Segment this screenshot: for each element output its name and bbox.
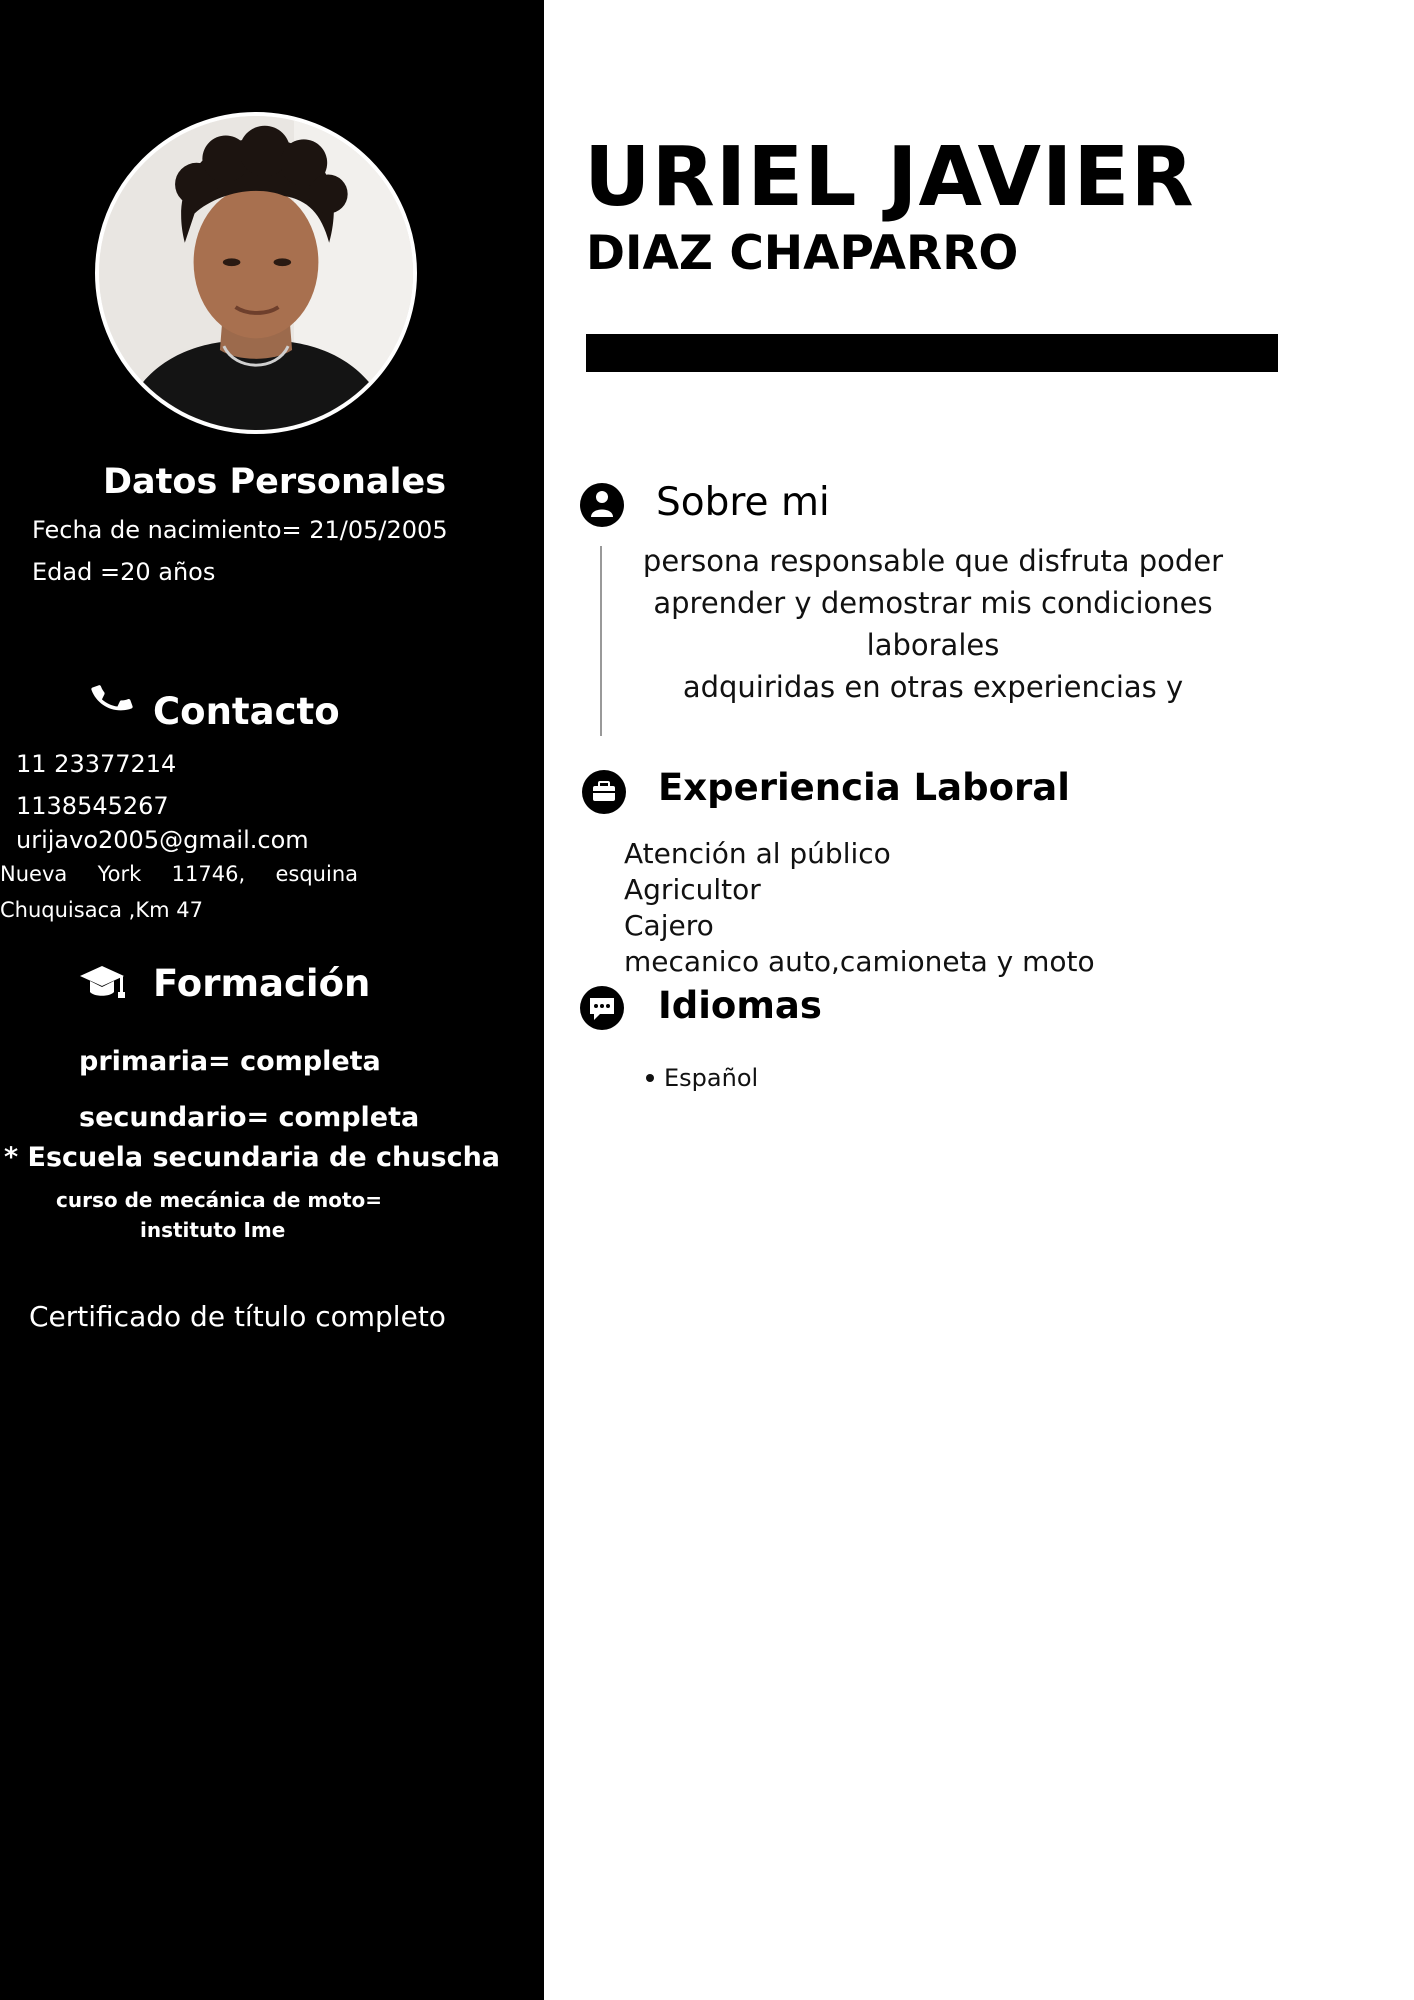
user-icon [580,483,624,527]
experience-heading: Experiencia Laboral [658,766,1070,809]
header-divider-bar [586,334,1278,372]
profile-photo-image [99,116,413,430]
phone-number-2: 1138545267 [16,792,169,820]
personal-data-heading: Datos Personales [103,462,447,502]
experience-list [624,836,1095,980]
education-heading: Formación [153,962,371,1005]
about-line-2: aprender y demostrar mis condiciones laborales [653,586,1213,662]
graduation-cap-icon [78,962,126,1006]
briefcase-icon [582,770,626,814]
phone-icon [90,676,134,720]
secondary-school: secundario= completa [79,1102,420,1133]
course-line-1: curso de mecánica de moto= [56,1188,383,1212]
address-line-2: Chuquisaca ,Km 47 [0,898,203,922]
about-text [590,540,1276,708]
contact-heading: Contacto [153,690,340,733]
experience-item: Agricultor [624,873,761,906]
chat-bubble-icon [580,986,624,1030]
first-name-title: URIEL JAVIER [584,130,1195,225]
course-line-2: instituto Ime [140,1218,286,1242]
age: Edad =20 años [32,558,216,586]
address-line-1: Nueva York 11746, esquina [0,862,358,886]
sidebar [0,0,544,2000]
experience-item: Cajero [624,909,714,942]
birth-date: Fecha de nacimiento= 21/05/2005 [32,516,448,544]
last-name-title: DIAZ CHAPARRO [586,226,1019,281]
experience-item: Atención al público [624,837,891,870]
about-heading: Sobre mi [656,480,830,525]
about-line-3: adquiridas en otras experiencias y [682,670,1184,704]
about-line-1: persona responsable que disfruta poder [642,544,1224,578]
school-name: * Escuela secundaria de chuscha [4,1142,501,1173]
experience-item: mecanico auto,camioneta y moto [624,945,1095,978]
bullet-dot [646,1074,654,1082]
phone-number-1: 11 23377214 [16,750,177,778]
primary-school: primaria= completa [79,1046,381,1077]
email-address: urijavo2005@gmail.com [16,826,309,854]
profile-photo [95,112,417,434]
language-item: Español [664,1064,759,1092]
languages-heading: Idiomas [658,984,822,1027]
certificate-text: Certificado de título completo [29,1300,446,1333]
